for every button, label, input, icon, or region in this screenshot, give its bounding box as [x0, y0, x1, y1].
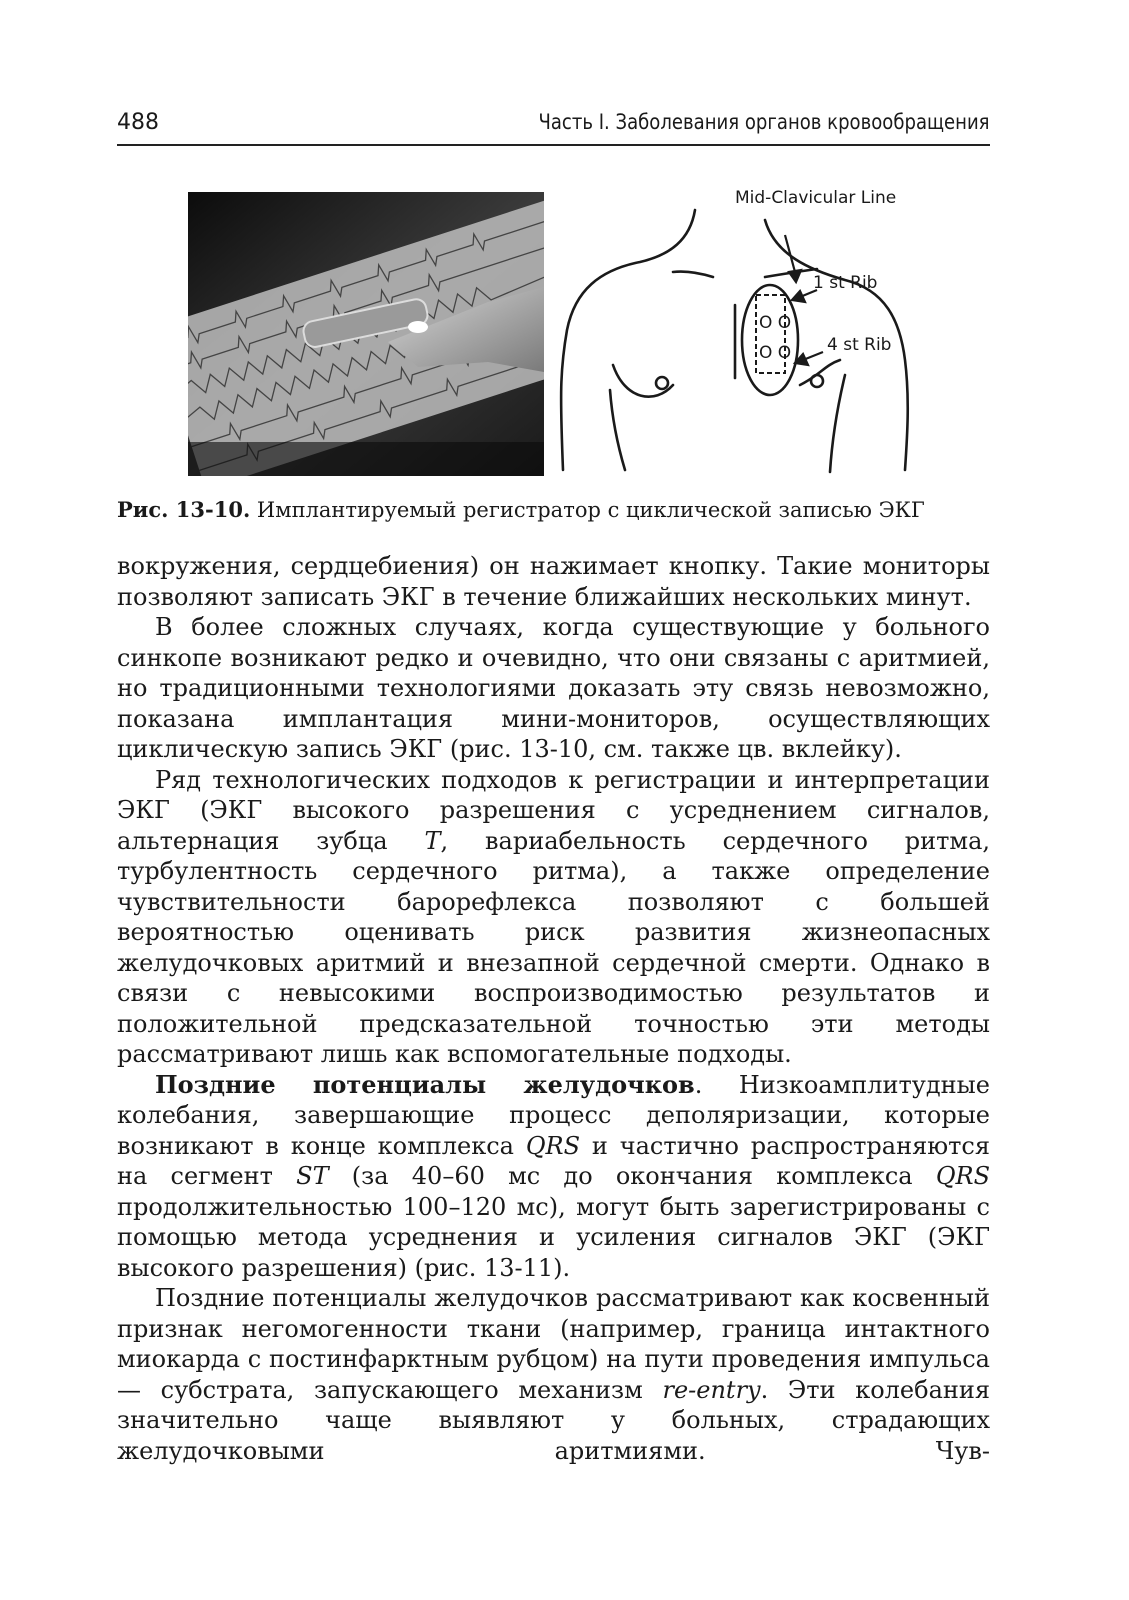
- qrs-term-1: QRS: [525, 1131, 581, 1160]
- paragraph-4-part-c: (за 40–60 мс до окончания комплекса: [328, 1162, 936, 1190]
- torso-outline-diagram: [555, 180, 930, 480]
- paragraph-3: [117, 765, 990, 1070]
- fourth-rib-label: 4 st Rib: [827, 335, 892, 355]
- paragraph-4-part-a: . Низкоамплитудные колебания, завершающие процесс деполяризации, которые возникают в конце комплекса: [117, 1070, 990, 1160]
- st-term: ST: [296, 1162, 329, 1190]
- mid-clavicular-label: Mid-Clavicular Line: [735, 188, 897, 208]
- paragraph-2: В более сложных случаях, когда существующие у больного синкопе возникают редко и очевидно, что они связаны с аритмией, но традиционными технологиями доказать эту связь невозможно, показана имплантация мини-мониторов, осуществляющих циклическую запись ЭКГ (рис. 13-10, см. также цв. вклейку).: [117, 613, 990, 763]
- electrode-marks-bottom: O O: [759, 343, 792, 363]
- ecg-strips-with-hand-image: [188, 192, 544, 476]
- running-head: Часть I. Заболевания органов кровообращения: [538, 110, 990, 134]
- page-header: [117, 104, 990, 146]
- figure-number: Рис. 13-10.: [117, 497, 251, 522]
- page-number: 488: [117, 110, 159, 135]
- paragraph-5: [117, 1283, 990, 1466]
- paragraph-3-part-a: Ряд технологических подходов к регистрации и интерпретации ЭКГ (ЭКГ высокого разрешения с усреднением сигналов, альтернация зубца: [117, 765, 990, 855]
- figure-caption: [117, 497, 990, 522]
- reentry-term: re-entry: [662, 1375, 761, 1404]
- paragraph-4-part-d: продолжительностью 100–120 мс), могут быть зарегистрированы с помощью метода усреднения и усиления сигналов ЭКГ (ЭКГ высокого разрешения) (рис. 13-11).: [117, 1192, 990, 1282]
- paragraph-4: [117, 1070, 990, 1284]
- qrs-term-2: QRS: [935, 1162, 991, 1190]
- paragraph-5-part-a: Поздние потенциалы желудочков рассматривают как косвенный признак негомогенности ткани (например, граница интактного миокарда с постинфарктным рубцом) на пути проведения импульса — субстрата, запускающего механизм: [117, 1284, 990, 1404]
- wave-t: T: [424, 826, 441, 855]
- implantable-recorder-photo: [188, 192, 544, 476]
- chest-placement-diagram: [555, 180, 930, 480]
- figure-caption-text: Имплантируемый регистратор с циклической записью ЭКГ: [250, 498, 925, 522]
- paragraph-5-part-b: . Эти колебания значительно чаще выявляют у больных, страдающих желудочковыми аритмиями. Чув-: [117, 1375, 991, 1465]
- first-rib-label: 1 st Rib: [813, 273, 878, 293]
- paragraph-4-part-b: и частично распространяются на сегмент: [117, 1131, 990, 1190]
- paragraph-1: вокружения, сердцебиения) он нажимает кнопку. Такие мониторы позволяют записать ЭКГ в течение ближайших нескольких минут.: [117, 552, 990, 611]
- late-potentials-heading: Поздние потенциалы желудочков: [155, 1069, 695, 1099]
- body-text: [117, 551, 990, 1466]
- electrode-marks-top: O O: [759, 313, 792, 333]
- paragraph-3-part-b: , вариабельность сердечного ритма, турбулентность сердечного ритма), а также определение чувствительности барорефлекса позволяют с большей вероятностью оценивать риск развития жизнеопасных желудочковых аритмий и внезапной сердечной смерти. Однако в связи с невысокими воспроизводимостью результатов и положительной предсказательной точностью эти методы рассматривают лишь как вспомогательные подходы.: [117, 826, 991, 1068]
